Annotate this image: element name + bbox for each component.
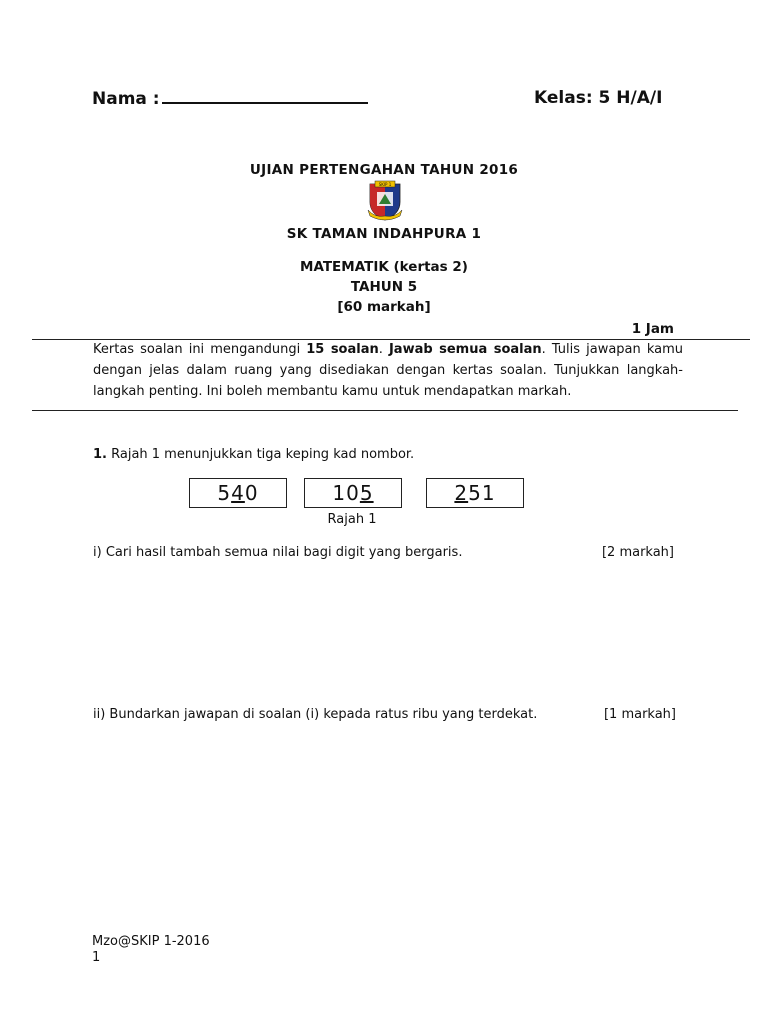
number-card-1: 540	[189, 478, 287, 508]
question-1-part-i-marks: [2 markah]	[601, 545, 674, 560]
name-field	[92, 88, 368, 109]
instructions-text-1: Kertas soalan ini mengandungi	[93, 342, 307, 357]
underlined-digit: 2	[454, 481, 469, 505]
class-label: Kelas: 5 H/A/I	[534, 88, 663, 108]
subject-title: MATEMATIK (kertas 2)	[300, 259, 468, 275]
underlined-digit: 5	[359, 481, 374, 505]
instructions-question-count: 15 soalan	[306, 342, 379, 357]
page-number: 1	[92, 950, 101, 965]
instructions-text-3: . Tulis jawapan kamu dengan jelas dalam ruang yang disediakan dengan kertas soalan. Tunjukkan langkah-langkah penting. Ini boleh membantu kamu untuk mendapatkan markah.	[93, 342, 683, 399]
name-blank-line	[162, 88, 368, 104]
footer-code: Mzo@SKIP 1-2016	[92, 934, 210, 949]
school-name: SK TAMAN INDAHPURA 1	[286, 226, 482, 242]
divider-bottom	[32, 410, 738, 411]
figure-caption: Rajah 1	[327, 512, 377, 527]
instructions-answer-all: Jawab semua soalan	[388, 342, 542, 357]
number-card-2: 105	[304, 478, 402, 508]
name-label: Nama :	[92, 89, 160, 109]
question-number: 1.	[93, 447, 107, 462]
duration-label: 1 Jam	[631, 321, 674, 337]
underlined-digit: 4	[231, 481, 245, 505]
question-1-part-ii: ii) Bundarkan jawapan di soalan (i) kepada ratus ribu yang terdekat.	[93, 707, 538, 722]
exam-title: UJIAN PERTENGAHAN TAHUN 2016	[249, 162, 519, 178]
total-marks: [60 markah]	[337, 299, 431, 315]
number-card-3: 251	[426, 478, 524, 508]
question-1-stem	[93, 447, 414, 462]
school-crest-logo	[367, 180, 403, 222]
instructions-text-2: .	[378, 342, 389, 357]
crest-text: SKIP 1	[378, 182, 392, 187]
question-1-part-i: i) Cari hasil tambah semua nilai bagi digit yang bergaris.	[93, 545, 463, 560]
question-stem-text: Rajah 1 menunjukkan tiga keping kad nombor.	[106, 447, 415, 462]
year-label: TAHUN 5	[350, 279, 418, 295]
instructions	[93, 339, 683, 402]
question-1-part-ii-marks: [1 markah]	[603, 707, 676, 722]
